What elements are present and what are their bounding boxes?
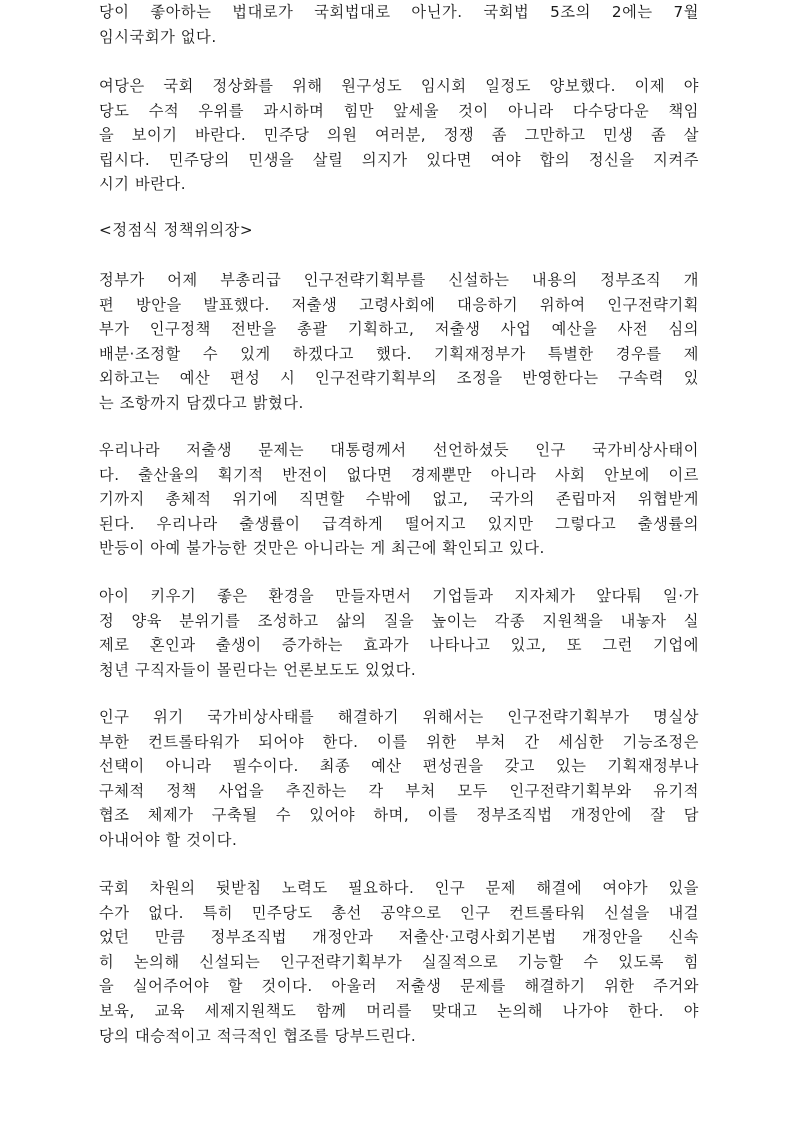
text-line: 국회 차원의 뒷받침 노력도 필요하다. 인구 문제 해결에 여야가 있을: [99, 879, 699, 897]
text-line: 시기 바란다.: [99, 175, 187, 194]
text-line: 립시다. 민주당의 민생을 살릴 의지가 있다면 여야 합의 정신을 지켜주: [99, 150, 699, 169]
text-line: 편 방안을 발표했다. 저출생 고령사회에 대응하기 위하여 인구전략기획: [99, 295, 699, 314]
text-line: 제로 혼인과 출생이 증가하는 효과가 나타나고 있고, 또 그런 기업에: [99, 636, 699, 655]
speaker-heading: [99, 218, 699, 243]
text-line: 보육, 교육 세제지원책도 함께 머리를 맞대고 논의해 나가야 한다. 야: [99, 1001, 699, 1020]
text-line: 된다. 우리나라 출생률이 급격하게 떨어지고 있지만 그렇다고 출생률의: [99, 514, 699, 533]
text-line: 수가 없다. 특히 민주당도 총선 공약으로 인구 컨트롤타워 신설을 내걸: [99, 903, 699, 922]
text-line: 히 논의해 신설되는 인구전략기획부가 실질적으로 기능할 수 있도록 힘: [99, 952, 699, 971]
text-line: 우리나라 저출생 문제는 대통령께서 선언하셨듯 인구 국가비상사태이: [99, 441, 699, 459]
text-line: 임시국회가 없다.: [99, 27, 217, 46]
text-line: 선택이 아니라 필수이다. 최종 예산 편성권을 갖고 있는 기획재정부나: [99, 757, 699, 776]
text-line: 기까지 총체적 위기에 직면할 수밖에 없고, 국가의 존립마저 위협받게: [99, 490, 699, 509]
text-line: 부한 컨트롤타워가 되어야 한다. 이를 위한 부처 간 세심한 기능조정은: [99, 732, 699, 751]
text-line: 당의 대승적이고 적극적인 협조를 당부드린다.: [99, 1026, 417, 1045]
text-line: 부가 인구정책 전반을 총괄 기획하고, 저출생 사업 예산을 사전 심의: [99, 320, 699, 339]
text-line: 다. 출산율의 획기적 반전이 없다면 경제뿐만 아니라 사회 안보에 이르: [99, 465, 699, 484]
text-line: 구체적 정책 사업을 추진하는 각 부처 모두 인구전략기획부와 유기적: [99, 781, 699, 800]
text-line: 배분·조정할 수 있게 하겠다고 했다. 기획재정부가 특별한 경우를 제: [99, 344, 699, 363]
speaker-name: <정점식 정책위의장>: [99, 221, 254, 239]
text-line: 었던 만큼 정부조직법 개정안과 저출산·고령사회기본법 개정안을 신속: [99, 928, 699, 947]
text-line: 인구 위기 국가비상사태를 해결하기 위해서는 인구전략기획부가 명실상: [99, 708, 699, 726]
text-line: 을 보이기 바란다. 민주당 의원 여러분, 정쟁 좀 그만하고 민생 좀 살: [99, 126, 699, 145]
text-line: 당이 좋아하는 법대로가 국회법대로 아닌가. 국회법 5조의 2에는 7월: [99, 3, 699, 21]
paragraph-closing-proposal: [99, 0, 699, 49]
paragraph-government-reorganization: [99, 268, 699, 416]
paragraph-ruling-party-concession: [99, 74, 699, 197]
paragraph-national-assembly-support: [99, 876, 699, 1048]
text-line: 정 양육 분위기를 조성하고 삶의 질을 높이는 각종 지원책을 내놓자 실: [99, 611, 699, 630]
text-line: 외하고는 예산 편성 시 인구전략기획부의 조정을 반영한다는 구속력 있: [99, 369, 699, 388]
text-line: 반등이 아예 불가능한 것만은 아니라는 게 최근에 확인되고 있다.: [99, 539, 545, 558]
text-line: 당도 수적 우위를 과시하며 힘만 앞세울 것이 아니라 다수당다운 책임: [99, 101, 699, 120]
text-line: 을 실어주어야 할 것이다. 아울러 저출생 문제를 해결하기 위한 주거와: [99, 977, 699, 996]
paragraph-control-tower: [99, 705, 699, 853]
text-line: 는 조항까지 담겠다고 밝혔다.: [99, 393, 304, 412]
text-line: 협조 체제가 구축될 수 있어야 하며, 이를 정부조직법 개정안에 잘 담: [99, 806, 699, 825]
text-line: 청년 구직자들이 몰린다는 언론보도도 있었다.: [99, 660, 417, 679]
text-line: 여당은 국회 정상화를 위해 원구성도 임시회 일정도 양보했다. 이제 야: [99, 77, 699, 95]
text-line: 정부가 어제 부총리급 인구전략기획부를 신설하는 내용의 정부조직 개: [99, 271, 699, 289]
paragraph-low-birth-crisis: [99, 438, 699, 561]
text-line: 아내어야 할 것이다.: [99, 830, 238, 849]
paragraph-childcare-environment: [99, 584, 699, 682]
text-line: 아이 키우기 좋은 환경을 만들자면서 기업들과 지자체가 앞다퉈 일·가: [99, 587, 699, 605]
